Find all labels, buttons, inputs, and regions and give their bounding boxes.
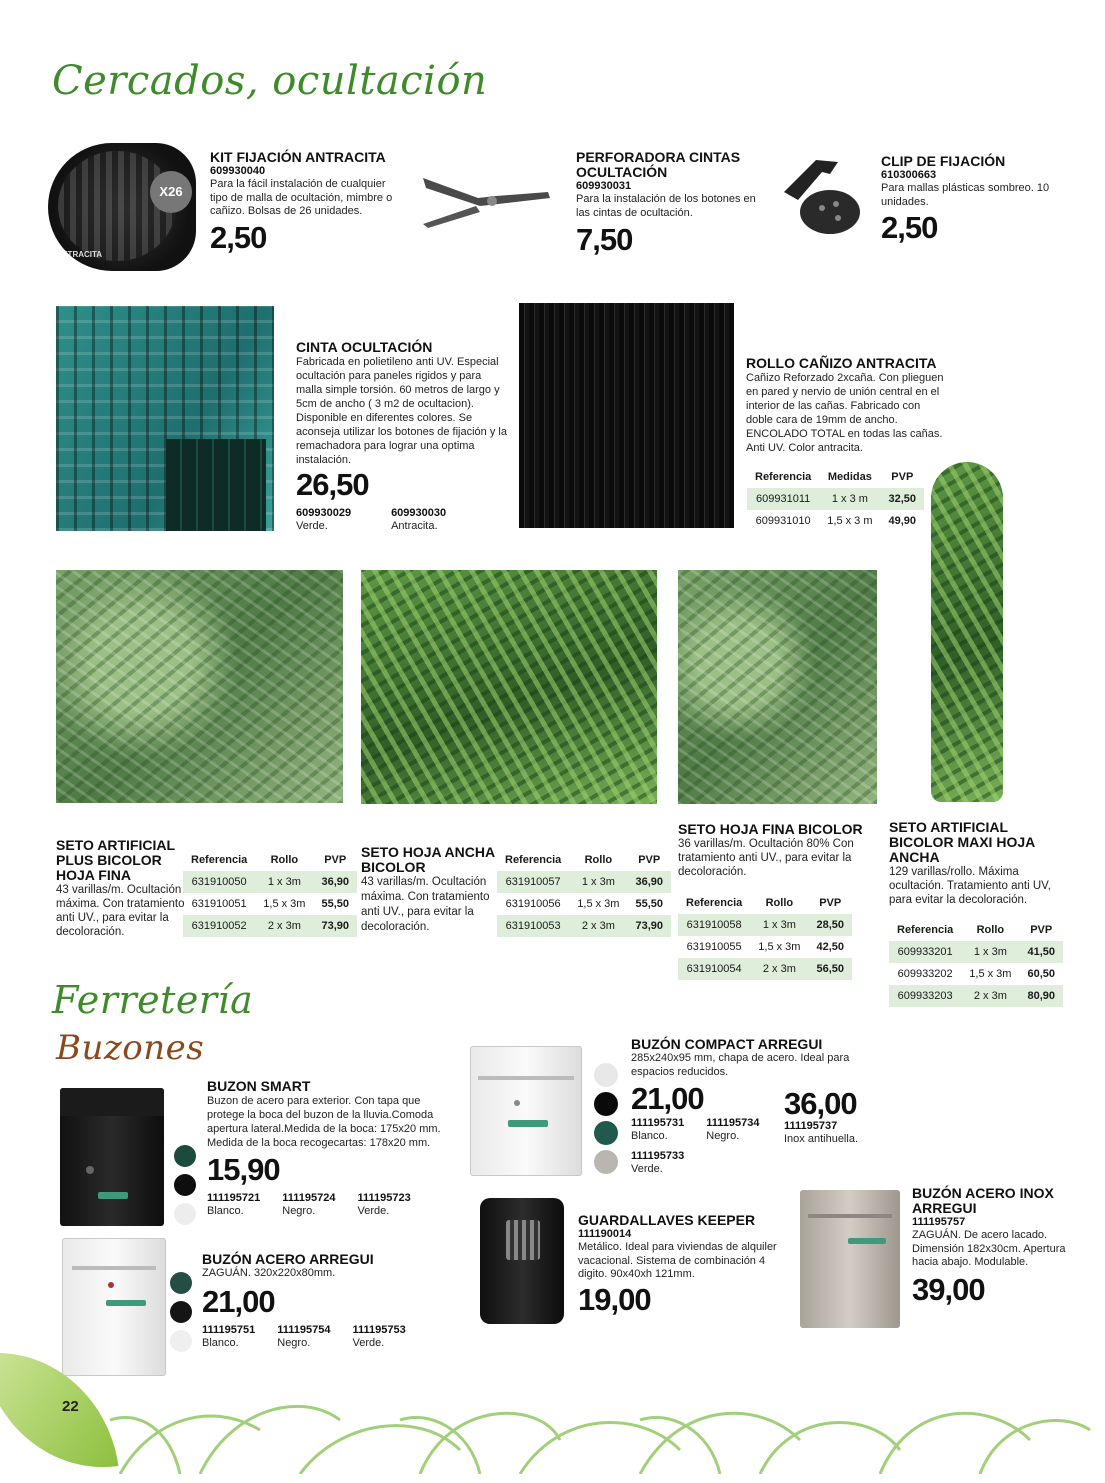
product-desc: 129 varillas/rollo. Máxima ocultación. Tratamiento anti UV, para evitar la decoloración.: [889, 866, 1051, 906]
table-row: [889, 963, 1063, 985]
cell-size: 1 x 3m: [569, 871, 627, 893]
cell-price: 32,50: [881, 488, 925, 510]
guardallaves-image: [480, 1198, 564, 1324]
table-header: Medidas: [827, 471, 872, 483]
product-name: BUZÓN COMPACT ARREGUI: [631, 1036, 823, 1052]
cell-size: 1,5 x 3 m: [827, 515, 873, 527]
table-row: [678, 914, 852, 936]
cell-price: 73,90: [627, 915, 671, 937]
cell-size: 1 x 3m: [961, 941, 1019, 963]
variant: [631, 1150, 871, 1177]
product-desc: Para la fácil instalación de cualquier tipo de malla de ocultación, mimbre o cañizo. Bolsas de 26 unidades.: [210, 178, 393, 217]
color-swatch-white: [594, 1063, 618, 1087]
subsection-title-buzones: Buzones: [56, 1028, 205, 1068]
table-header: PVP: [638, 854, 661, 866]
product-ref: 609930040: [210, 165, 266, 177]
buzon-inox-image: [800, 1190, 900, 1328]
buzon-acero-image: [62, 1238, 166, 1376]
table-row: [889, 985, 1063, 1007]
variant: [353, 1324, 406, 1351]
product-name: SETO HOJA FINA BICOLOR: [678, 821, 863, 837]
seto-ancha-image: [361, 570, 657, 804]
table-header: Referencia: [686, 897, 743, 909]
cell-size: 1 x 3m: [750, 914, 808, 936]
cell-ref: 609931011: [747, 488, 819, 510]
cell-size: 1,5 x 3m: [969, 968, 1012, 980]
cell-size: 2 x 3m: [961, 985, 1019, 1007]
variant: [706, 1117, 759, 1144]
product-price: 2,50: [210, 219, 267, 255]
cell-ref: 631910057: [497, 871, 569, 893]
table-row: [747, 488, 924, 510]
product-desc: Metálico. Ideal para viviendas de alquiler vacacional. Sistema de combinación 4 digito. 90x40xh 121mm.: [578, 1241, 777, 1280]
cell-size: 1,5 x 3m: [263, 898, 306, 910]
cell-price: 73,90: [313, 915, 357, 937]
variant-ref: 111195751: [202, 1323, 256, 1336]
cell-price: 28,50: [808, 914, 852, 936]
clip-fijacion-image: [778, 152, 870, 238]
seto-fina-bicolor-table: [678, 892, 852, 980]
table-row: [678, 936, 852, 958]
cell-ref: 631910050: [183, 871, 255, 893]
product-name: KIT FIJACIÓN ANTRACITA: [210, 149, 386, 165]
seto-maxi-table: [889, 919, 1063, 1007]
table-header: PVP: [324, 854, 347, 866]
seto-fina-table: [183, 849, 357, 937]
variant-color: Blanco.: [631, 1130, 668, 1142]
product-price: 15,90: [207, 1152, 280, 1187]
product-name: CLIP DE FIJACIÓN: [881, 153, 1006, 169]
cell-size: 1 x 3 m: [819, 488, 880, 510]
table-header: Referencia: [505, 854, 562, 866]
product-name: SETO ARTIFICIAL PLUS BICOLOR HOJA FINA: [56, 837, 175, 883]
cell-price: 56,50: [808, 958, 852, 980]
cell-price: 49,90: [888, 515, 917, 527]
product-price-inox: 36,00: [784, 1086, 857, 1121]
table-row: [889, 941, 1063, 963]
product-desc: Fabricada en polietileno anti UV. Especial ocultación para paneles rigidos y para malla simple torsión. 60 metros de largo y 5cm de ancho ( 3 m2 de ocultacion). Disponible en diferentes colores. Se aconseja utilizar los botones de fijación y la remachadora para lograr una optima instalación.: [296, 356, 507, 466]
table-row: [678, 958, 852, 980]
product-name: BUZÓN ACERO INOX ARREGUI: [912, 1185, 1054, 1216]
antracita-label: ANTRACITA: [56, 250, 103, 259]
cell-price: 80,90: [1019, 985, 1063, 1007]
product-price: 39,00: [912, 1271, 985, 1307]
cell-price: 36,90: [627, 871, 671, 893]
cell-size: 2 x 3m: [569, 915, 627, 937]
rollo-canizo-image: [519, 303, 734, 528]
table-header: Referencia: [191, 854, 248, 866]
variant: [296, 507, 351, 534]
table-header: Rollo: [765, 897, 794, 909]
perforadora-image: [418, 160, 556, 230]
color-swatch-green: [170, 1272, 192, 1294]
product-name: PERFORADORA CINTAS OCULTACIÓN: [576, 149, 741, 180]
section-title: Cercados, ocultación: [52, 58, 488, 104]
cell-ref: 631910058: [678, 914, 750, 936]
product-desc: Para mallas plásticas sombreo. 10 unidades.: [881, 182, 1050, 208]
variant-ref: 111195733: [631, 1149, 685, 1162]
variant-ref: 111195734: [706, 1117, 760, 1129]
color-swatch-black: [594, 1092, 618, 1116]
table-row: [183, 893, 357, 915]
cell-price: 60,50: [1027, 968, 1055, 980]
seto-fina-bicolor-image: [678, 570, 877, 804]
variant: [282, 1192, 335, 1219]
variant: [207, 1192, 260, 1219]
cell-ref: 631910056: [505, 898, 561, 910]
table-header: PVP: [819, 897, 842, 909]
product-desc: 36 varillas/m. Ocultación 80% Con tratamiento anti UV., para evitar la decoloración.: [678, 838, 854, 878]
product-ref: 111195757: [912, 1216, 966, 1228]
table-header: Referencia: [755, 471, 812, 483]
color-swatch-black: [170, 1301, 192, 1323]
variant-ref: 111195754: [277, 1323, 331, 1336]
cell-size: 1,5 x 3m: [577, 898, 620, 910]
table-header: PVP: [891, 471, 914, 483]
variant-color: Verde.: [296, 520, 328, 532]
product-desc: ZAGUÁN. 320x220x80mm.: [202, 1267, 336, 1279]
seto-maxi-roll-image: [931, 462, 1003, 802]
variant-ref: 111195753: [352, 1323, 406, 1336]
seto-fina-image: [56, 570, 343, 803]
product-price: 2,50: [881, 210, 938, 245]
product-ref: 609930031: [576, 180, 632, 192]
variant-ref: 609930030: [391, 507, 447, 519]
table-row: [497, 893, 671, 915]
product-price: 19,00: [578, 1281, 651, 1317]
color-swatch-green: [174, 1145, 196, 1167]
variant-ref: 609930029: [296, 507, 352, 519]
color-swatch-white: [174, 1203, 196, 1225]
variant: [202, 1324, 255, 1351]
product-price: 21,00: [631, 1081, 704, 1116]
product-name: CINTA OCULTACIÓN: [296, 339, 433, 355]
variant-color: Antracita.: [391, 520, 438, 532]
table-header: Rollo: [270, 854, 299, 866]
product-name: SETO HOJA ANCHA BICOLOR: [361, 844, 495, 875]
product-desc: Buzon de acero para exterior. Con tapa que protege la boca del buzon de la lluvia.Comoda apertura lateral.Medida de la boca: 175x20 mm. Medida de la boca recogecartas: 178x20 mm.: [207, 1095, 441, 1149]
variant-color: Verde.: [352, 1336, 385, 1349]
product-ref: 610300663: [881, 169, 937, 181]
cell-price: 36,90: [313, 871, 357, 893]
variant: [391, 507, 446, 534]
product-ref: 111190014: [578, 1228, 632, 1240]
product-desc: Para la instalación de los botones en las cintas de ocultación.: [576, 193, 756, 219]
product-name: SETO ARTIFICIAL BICOLOR MAXI HOJA ANCHA: [889, 819, 1035, 865]
page-number: 22: [62, 1398, 79, 1415]
cell-ref: 609933202: [897, 968, 953, 980]
variant-ref: 111195721: [207, 1192, 261, 1204]
variant-color: Negro.: [282, 1205, 316, 1217]
seto-ancha-table: [497, 849, 671, 937]
product-desc: Cañizo Reforzado 2xcaña. Con plieguen en pared y nervio de unión central en el interior de las cañas. Fabricado con doble cara de 19mm de ancho. ENCOLADO TOTAL en todas las cañas. Anti UV. Color antracita.: [746, 372, 944, 454]
kit-fijacion-image: [48, 143, 196, 271]
color-swatch-white: [170, 1330, 192, 1352]
cell-price: 41,50: [1019, 941, 1063, 963]
cell-ref: 631910054: [678, 958, 750, 980]
product-name: ROLLO CAÑIZO ANTRACITA: [746, 355, 937, 371]
variant-color: Verde.: [631, 1162, 663, 1175]
variant-ref: 111195731: [631, 1117, 685, 1129]
cell-ref: 609931010: [755, 515, 811, 527]
grass-decoration: [0, 1390, 1105, 1474]
variant-ref: 111195724: [282, 1192, 336, 1204]
product-price: 7,50: [576, 222, 633, 257]
badge-x26: X26: [150, 171, 192, 213]
product-price: 26,50: [296, 467, 369, 502]
product-desc: ZAGUÁN. De acero lacado. Dimensión 182x30cm. Apertura hacia abajo. Modulable.: [912, 1229, 1066, 1268]
cell-size: 1 x 3m: [255, 871, 313, 893]
product-name: BUZÓN ACERO ARREGUI: [202, 1251, 374, 1267]
product-name: GUARDALLAVES KEEPER: [578, 1212, 756, 1228]
variant-ref: 111195723: [357, 1192, 411, 1204]
cell-ref: 631910053: [497, 915, 569, 937]
variant-ref: 111195737: [784, 1120, 838, 1132]
cell-ref: 609933203: [889, 985, 961, 1007]
product-name: BUZON SMART: [207, 1078, 311, 1094]
color-swatch-inox: [594, 1150, 618, 1174]
cell-ref: 631910052: [183, 915, 255, 937]
variant-color: Negro.: [277, 1336, 311, 1349]
color-swatch-green: [594, 1121, 618, 1145]
table-row: [747, 510, 924, 532]
variant-color: Inox antihuella.: [784, 1133, 858, 1145]
cell-ref: 631910055: [686, 941, 742, 953]
cell-size: 2 x 3m: [255, 915, 313, 937]
table-row: [497, 915, 671, 937]
product-price: 21,00: [202, 1283, 275, 1319]
table-header: Rollo: [584, 854, 613, 866]
variant: [277, 1324, 330, 1351]
table-header: Rollo: [976, 924, 1005, 936]
cell-ref: 631910051: [191, 898, 247, 910]
table-header: Referencia: [897, 924, 954, 936]
variant: [631, 1117, 684, 1144]
rollo-canizo-table: [747, 466, 924, 532]
buzon-compact-image: [470, 1046, 582, 1176]
cell-price: 55,50: [321, 898, 349, 910]
table-header: PVP: [1030, 924, 1053, 936]
cell-price: 42,50: [816, 941, 844, 953]
variant: [358, 1192, 411, 1219]
color-swatch-black: [174, 1174, 196, 1196]
variant-color: Blanco.: [202, 1336, 239, 1349]
cell-price: 55,50: [635, 898, 663, 910]
table-row: [497, 871, 671, 893]
table-row: [183, 915, 357, 937]
section-title-ferreteria: Ferretería: [52, 978, 254, 1022]
variant-color: Negro.: [706, 1130, 740, 1142]
cell-size: 1,5 x 3m: [758, 941, 801, 953]
product-desc: 43 varillas/m. Ocultación máxima. Con tratamiento anti UV., para evitar la decoloración.: [361, 876, 490, 933]
variant-color: Verde.: [357, 1205, 390, 1217]
product-desc: 43 varillas/m. Ocultación máxima. Con tratamiento anti UV., para evitar la decoloración.: [56, 884, 185, 938]
cell-ref: 609933201: [889, 941, 961, 963]
cell-size: 2 x 3m: [750, 958, 808, 980]
product-desc: 285x240x95 mm, chapa de acero. Ideal para espacios reducidos.: [631, 1052, 850, 1078]
table-row: [183, 871, 357, 893]
cinta-ocultacion-image: [56, 306, 274, 531]
variant-color: Blanco.: [207, 1205, 244, 1217]
buzon-smart-image: [60, 1088, 164, 1226]
